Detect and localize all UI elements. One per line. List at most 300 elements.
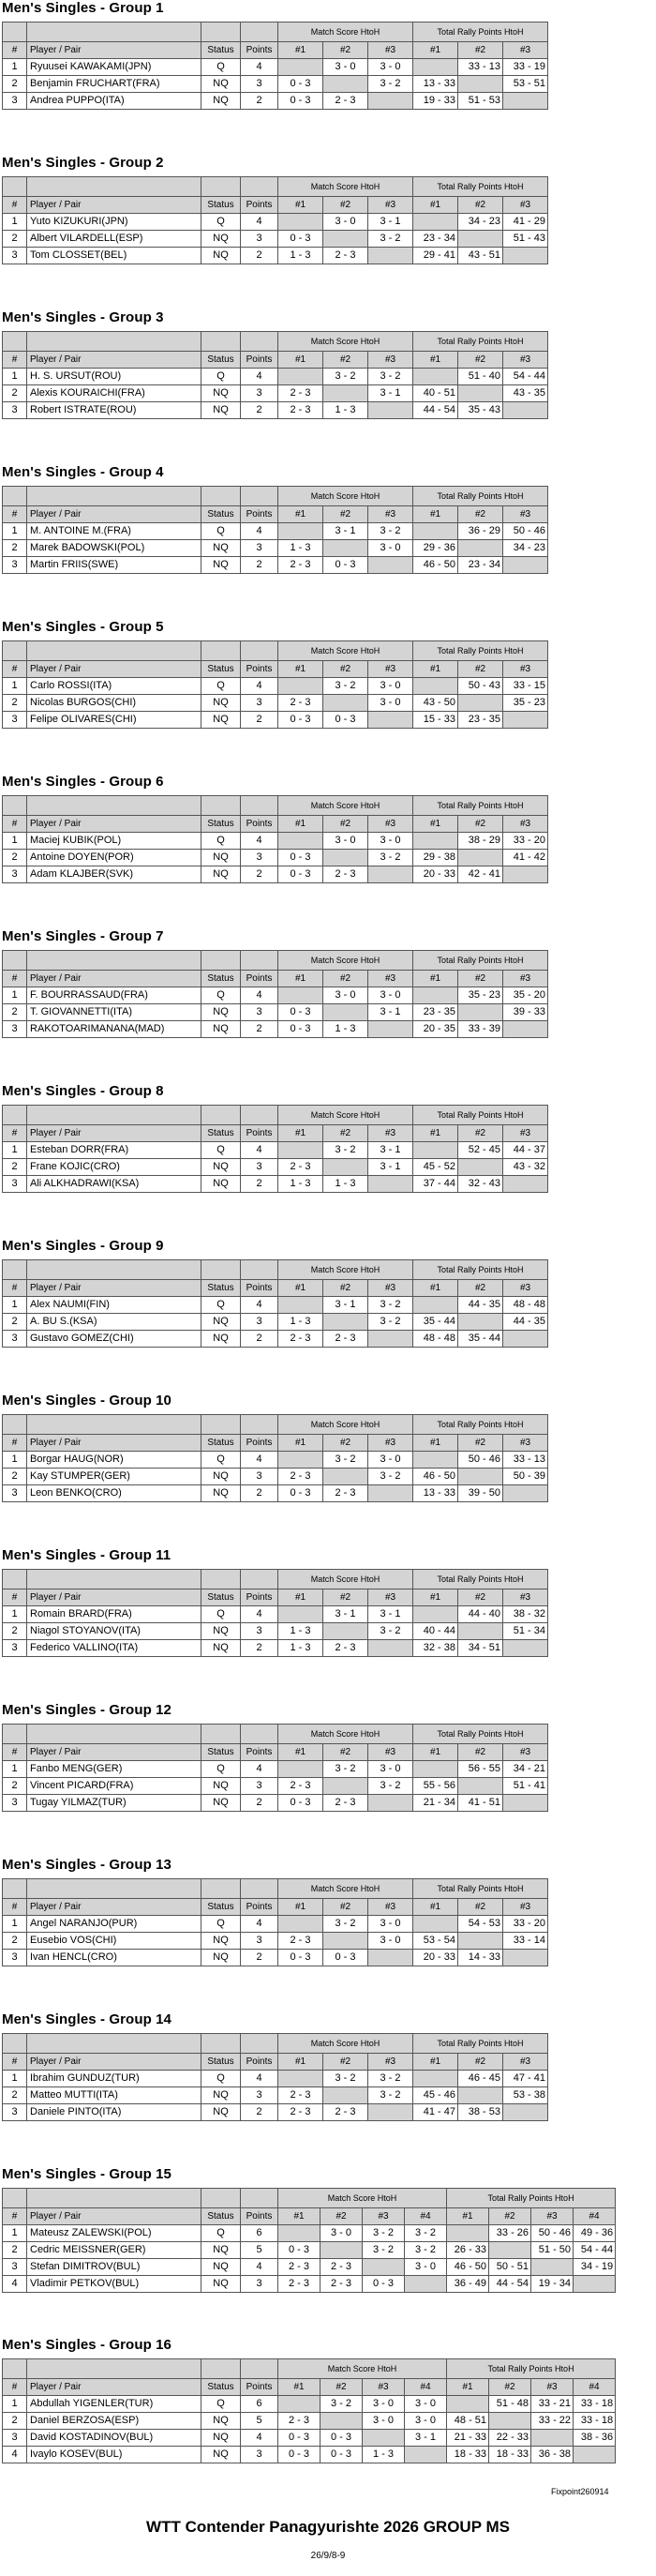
rally-points-cell: 45 - 52 [413, 1159, 458, 1176]
player-row [3, 695, 548, 712]
header-blank-cell [201, 487, 241, 506]
rank-cell: 3 [3, 1176, 27, 1193]
status-cell: NQ [201, 2430, 241, 2447]
rank-cell: 3 [3, 866, 27, 883]
self-match-cell [278, 2225, 321, 2242]
rally-points-cell: 32 - 43 [458, 1176, 503, 1193]
rally-points-cell: 33 - 22 [531, 2413, 574, 2430]
status-cell: Q [201, 2225, 241, 2242]
points-cell: 5 [241, 2242, 278, 2259]
header-blank-cell [241, 177, 278, 197]
status-cell: NQ [201, 1933, 241, 1950]
player-row [3, 1004, 548, 1021]
rally-points-cell: 21 - 34 [413, 1795, 458, 1812]
rally-points-cell: 23 - 35 [458, 712, 503, 729]
col-header-rank: # [3, 971, 27, 987]
status-cell: NQ [201, 76, 241, 93]
player-row [3, 1469, 548, 1485]
rank-cell: 3 [3, 557, 27, 574]
match-score-cell: 2 - 3 [278, 385, 323, 402]
self-match-cell [321, 2242, 363, 2259]
header-blank-cell [27, 1725, 201, 1744]
rally-points-cell: 48 - 48 [413, 1331, 458, 1348]
match-score-cell: 3 - 0 [363, 2396, 405, 2413]
points-cell: 2 [241, 248, 278, 264]
rank-cell: 3 [3, 1021, 27, 1038]
status-cell: NQ [201, 1623, 241, 1640]
group-table [2, 950, 548, 1038]
header-blank-cell [27, 1415, 201, 1435]
rally-points-cell: 46 - 45 [458, 2071, 503, 2087]
status-cell: NQ [201, 1176, 241, 1193]
match-score-header: Match Score HtoH [278, 332, 413, 352]
col-header-opponent: #3 [368, 1125, 413, 1142]
col-header-opponent: #2 [323, 1589, 368, 1606]
match-score-cell: 1 - 3 [278, 1314, 323, 1331]
rank-cell: 1 [3, 1297, 27, 1314]
self-match-cell [368, 1021, 413, 1038]
group-title: Men's Singles - Group 14 [2, 2011, 172, 2027]
rank-cell: 3 [3, 2430, 27, 2447]
col-header-opponent: #4 [405, 2379, 447, 2396]
rank-cell: 1 [3, 523, 27, 540]
player-row [3, 2413, 616, 2430]
rank-cell: 2 [3, 540, 27, 557]
self-rally-cell [413, 1606, 458, 1623]
col-header-rank: # [3, 352, 27, 369]
rank-cell: 2 [3, 2413, 27, 2430]
self-rally-cell [458, 385, 503, 402]
match-score-cell: 3 - 1 [405, 2430, 447, 2447]
col-header-player: Player / Pair [27, 42, 201, 59]
col-header-opponent: #3 [368, 42, 413, 59]
header-blank-cell [3, 1879, 27, 1899]
rally-points-cell: 48 - 51 [447, 2413, 489, 2430]
header-blank-cell [201, 951, 241, 971]
rank-cell: 1 [3, 1452, 27, 1469]
header-blank-cell [3, 2359, 27, 2379]
header-blank-cell [3, 796, 27, 816]
player-name: Daniele PINTO(ITA) [27, 2104, 201, 2121]
header-blank-cell [241, 2034, 278, 2054]
col-header-opponent: #2 [489, 2208, 531, 2225]
header-blank-cell [27, 1570, 201, 1589]
col-header-points: Points [241, 2054, 278, 2071]
match-score-cell: 2 - 3 [323, 1795, 368, 1812]
status-cell: NQ [201, 2104, 241, 2121]
col-header-points: Points [241, 197, 278, 214]
points-cell: 4 [241, 59, 278, 76]
match-score-cell: 3 - 2 [323, 1916, 368, 1933]
header-blank-cell [3, 2189, 27, 2208]
points-cell: 3 [241, 385, 278, 402]
player-row [3, 1640, 548, 1657]
col-header-opponent: #1 [413, 816, 458, 833]
rally-points-cell: 33 - 18 [574, 2396, 616, 2413]
points-cell: 3 [241, 1623, 278, 1640]
player-row [3, 1452, 548, 1469]
rally-points-header: Total Rally Points HtoH [413, 641, 548, 661]
match-score-header: Match Score HtoH [278, 487, 413, 506]
player-name: Ivan HENCL(CRO) [27, 1950, 201, 1966]
rally-points-cell: 26 - 33 [447, 2242, 489, 2259]
player-name: Ivaylo KOSEV(BUL) [27, 2447, 201, 2463]
rally-points-cell: 23 - 34 [458, 557, 503, 574]
rank-cell: 1 [3, 369, 27, 385]
points-cell: 6 [241, 2396, 278, 2413]
header-blank-cell [241, 1570, 278, 1589]
player-name: Esteban DORR(FRA) [27, 1142, 201, 1159]
player-row [3, 523, 548, 540]
header-blank-cell [201, 23, 241, 42]
col-header-opponent: #3 [368, 352, 413, 369]
self-match-cell [363, 2259, 405, 2276]
col-header-opponent: #2 [458, 42, 503, 59]
status-cell: Q [201, 1606, 241, 1623]
points-cell: 4 [241, 523, 278, 540]
points-cell: 2 [241, 1640, 278, 1657]
match-score-cell: 3 - 1 [323, 1297, 368, 1314]
match-score-cell: 0 - 3 [278, 2447, 321, 2463]
col-header-rank: # [3, 42, 27, 59]
col-header-player: Player / Pair [27, 197, 201, 214]
status-cell: NQ [201, 866, 241, 883]
self-match-cell [278, 214, 323, 231]
self-rally-cell [503, 712, 548, 729]
col-header-opponent: #1 [278, 197, 323, 214]
header-blank-cell [241, 1415, 278, 1435]
self-rally-cell [503, 402, 548, 419]
group-title: Men's Singles - Group 6 [2, 774, 164, 790]
rank-cell: 3 [3, 402, 27, 419]
col-header-opponent: #1 [278, 971, 323, 987]
rally-points-header: Total Rally Points HtoH [447, 2359, 616, 2379]
col-header-opponent: #3 [531, 2379, 574, 2396]
player-name: Vladimir PETKOV(BUL) [27, 2276, 201, 2293]
col-header-opponent: #1 [278, 816, 323, 833]
col-header-points: Points [241, 661, 278, 678]
rally-points-cell: 19 - 33 [413, 93, 458, 110]
rally-points-cell: 13 - 33 [413, 76, 458, 93]
col-header-opponent: #3 [531, 2208, 574, 2225]
match-score-header: Match Score HtoH [278, 2359, 447, 2379]
rank-cell: 1 [3, 1606, 27, 1623]
rally-points-cell: 41 - 42 [503, 850, 548, 866]
rally-points-cell: 47 - 41 [503, 2071, 548, 2087]
col-header-opponent: #3 [503, 1435, 548, 1452]
player-row [3, 1021, 548, 1038]
header-blank-cell [3, 2034, 27, 2054]
col-header-points: Points [241, 2379, 278, 2396]
col-header-opponent: #3 [368, 1589, 413, 1606]
group-table [2, 1569, 548, 1657]
rally-points-cell: 51 - 41 [503, 1778, 548, 1795]
points-cell: 2 [241, 1331, 278, 1348]
self-rally-cell [413, 214, 458, 231]
self-rally-cell [458, 1004, 503, 1021]
self-match-cell [368, 557, 413, 574]
rally-points-cell: 35 - 23 [458, 987, 503, 1004]
col-header-opponent: #2 [323, 197, 368, 214]
points-cell: 3 [241, 850, 278, 866]
self-rally-cell [503, 93, 548, 110]
header-blank-cell [201, 2034, 241, 2054]
self-rally-cell [503, 1795, 548, 1812]
points-cell: 3 [241, 1933, 278, 1950]
rank-cell: 2 [3, 1778, 27, 1795]
col-header-opponent: #4 [574, 2379, 616, 2396]
header-blank-cell [3, 1260, 27, 1280]
rally-points-header: Total Rally Points HtoH [413, 2034, 548, 2054]
match-score-cell: 0 - 3 [278, 712, 323, 729]
status-cell: NQ [201, 1950, 241, 1966]
group-title: Men's Singles - Group 5 [2, 619, 164, 635]
player-row [3, 2447, 616, 2463]
rally-points-cell: 21 - 33 [447, 2430, 489, 2447]
match-score-header: Match Score HtoH [278, 1415, 413, 1435]
self-rally-cell [413, 1761, 458, 1778]
header-blank-cell [241, 23, 278, 42]
col-header-opponent: #2 [321, 2208, 363, 2225]
rank-cell: 1 [3, 2071, 27, 2087]
col-header-rank: # [3, 1744, 27, 1761]
self-match-cell [323, 1623, 368, 1640]
points-cell: 2 [241, 402, 278, 419]
player-row [3, 214, 548, 231]
rally-points-cell: 34 - 23 [503, 540, 548, 557]
header-blank-cell [3, 487, 27, 506]
player-row [3, 678, 548, 695]
rally-points-cell: 38 - 29 [458, 833, 503, 850]
player-row [3, 1623, 548, 1640]
header-blank-cell [241, 1260, 278, 1280]
col-header-opponent: #1 [413, 1125, 458, 1142]
rank-cell: 1 [3, 1761, 27, 1778]
rally-points-cell: 55 - 56 [413, 1778, 458, 1795]
col-header-player: Player / Pair [27, 816, 201, 833]
rank-cell: 3 [3, 93, 27, 110]
self-rally-cell [503, 248, 548, 264]
col-header-player: Player / Pair [27, 2208, 201, 2225]
col-header-opponent: #2 [323, 1744, 368, 1761]
rank-cell: 1 [3, 833, 27, 850]
match-score-cell: 3 - 0 [368, 59, 413, 76]
status-cell: NQ [201, 1778, 241, 1795]
header-blank-cell [27, 2189, 201, 2208]
col-header-player: Player / Pair [27, 661, 201, 678]
self-rally-cell [574, 2276, 616, 2293]
header-blank-cell [201, 641, 241, 661]
col-header-opponent: #1 [413, 2054, 458, 2071]
match-score-cell: 3 - 2 [368, 369, 413, 385]
header-blank-cell [201, 796, 241, 816]
rally-points-cell: 15 - 33 [413, 712, 458, 729]
rally-points-cell: 41 - 47 [413, 2104, 458, 2121]
match-score-cell: 0 - 3 [278, 2242, 321, 2259]
rally-points-cell: 33 - 39 [458, 1021, 503, 1038]
rally-points-cell: 44 - 35 [503, 1314, 548, 1331]
self-match-cell [368, 248, 413, 264]
rally-points-header: Total Rally Points HtoH [413, 487, 548, 506]
status-cell: Q [201, 59, 241, 76]
points-cell: 4 [241, 833, 278, 850]
col-header-player: Player / Pair [27, 1589, 201, 1606]
rank-cell: 1 [3, 678, 27, 695]
match-score-cell: 3 - 1 [368, 1159, 413, 1176]
player-row [3, 1950, 548, 1966]
col-header-player: Player / Pair [27, 1125, 201, 1142]
match-score-cell: 2 - 3 [323, 866, 368, 883]
col-header-opponent: #2 [458, 1280, 503, 1297]
col-header-opponent: #3 [368, 971, 413, 987]
match-score-header: Match Score HtoH [278, 1260, 413, 1280]
col-header-rank: # [3, 506, 27, 523]
col-header-opponent: #1 [278, 2379, 321, 2396]
rank-cell: 3 [3, 2259, 27, 2276]
rank-cell: 3 [3, 1950, 27, 1966]
match-score-cell: 0 - 3 [321, 2430, 363, 2447]
rank-cell: 2 [3, 1469, 27, 1485]
self-match-cell [278, 369, 323, 385]
col-header-player: Player / Pair [27, 506, 201, 523]
col-header-opponent: #1 [278, 2208, 321, 2225]
rally-points-cell: 36 - 49 [447, 2276, 489, 2293]
match-score-cell: 1 - 3 [278, 1640, 323, 1657]
col-header-player: Player / Pair [27, 2379, 201, 2396]
col-header-opponent: #3 [503, 1744, 548, 1761]
match-score-cell: 1 - 3 [278, 540, 323, 557]
player-row [3, 2071, 548, 2087]
status-cell: Q [201, 987, 241, 1004]
col-header-opponent: #2 [323, 1435, 368, 1452]
status-cell: NQ [201, 1314, 241, 1331]
rank-cell: 2 [3, 385, 27, 402]
match-score-cell: 2 - 3 [278, 1933, 323, 1950]
points-cell: 4 [241, 1452, 278, 1469]
self-rally-cell [531, 2430, 574, 2447]
rally-points-cell: 44 - 35 [458, 1297, 503, 1314]
rally-points-header: Total Rally Points HtoH [413, 1570, 548, 1589]
col-header-opponent: #2 [458, 1435, 503, 1452]
rally-points-cell: 54 - 44 [574, 2242, 616, 2259]
points-cell: 3 [241, 231, 278, 248]
col-header-opponent: #3 [503, 971, 548, 987]
rally-points-cell: 33 - 18 [574, 2413, 616, 2430]
match-score-cell: 0 - 3 [323, 1950, 368, 1966]
points-cell: 4 [241, 2430, 278, 2447]
self-rally-cell [503, 1176, 548, 1193]
rally-points-cell: 35 - 44 [458, 1331, 503, 1348]
col-header-opponent: #2 [323, 1125, 368, 1142]
self-rally-cell [503, 1640, 548, 1657]
rank-cell: 4 [3, 2276, 27, 2293]
self-rally-cell [458, 1314, 503, 1331]
points-cell: 2 [241, 712, 278, 729]
match-score-cell: 0 - 3 [363, 2276, 405, 2293]
status-cell: NQ [201, 1021, 241, 1038]
player-name: H. S. URSUT(ROU) [27, 369, 201, 385]
player-name: Niagol STOYANOV(ITA) [27, 1623, 201, 1640]
self-match-cell [323, 1004, 368, 1021]
player-row [3, 2396, 616, 2413]
match-score-cell: 2 - 3 [278, 695, 323, 712]
group-table [2, 1878, 548, 1966]
event-date: 26/9/8-9 [310, 2551, 346, 2561]
self-rally-cell [458, 695, 503, 712]
col-header-opponent: #2 [323, 506, 368, 523]
match-score-cell: 2 - 3 [278, 1331, 323, 1348]
match-score-cell: 3 - 2 [323, 678, 368, 695]
group-title: Men's Singles - Group 7 [2, 928, 164, 944]
rank-cell: 1 [3, 987, 27, 1004]
points-cell: 3 [241, 1469, 278, 1485]
status-cell: NQ [201, 2087, 241, 2104]
rally-points-cell: 46 - 50 [447, 2259, 489, 2276]
self-match-cell [278, 59, 323, 76]
col-header-status: Status [201, 2208, 241, 2225]
match-score-header: Match Score HtoH [278, 1570, 413, 1589]
match-score-cell: 3 - 2 [368, 1623, 413, 1640]
rally-points-header: Total Rally Points HtoH [413, 23, 548, 42]
col-header-opponent: #3 [503, 506, 548, 523]
player-row [3, 231, 548, 248]
player-row [3, 59, 548, 76]
header-blank-cell [241, 2189, 278, 2208]
col-header-opponent: #1 [413, 1899, 458, 1916]
col-header-rank: # [3, 1280, 27, 1297]
header-blank-cell [27, 23, 201, 42]
match-score-cell: 2 - 3 [321, 2276, 363, 2293]
player-row [3, 866, 548, 883]
col-header-opponent: #3 [368, 2054, 413, 2071]
self-match-cell [323, 850, 368, 866]
rally-points-cell: 50 - 46 [531, 2225, 574, 2242]
player-name: Martin FRIIS(SWE) [27, 557, 201, 574]
match-score-cell: 2 - 3 [278, 2104, 323, 2121]
header-blank-cell [27, 641, 201, 661]
group-title: Men's Singles - Group 3 [2, 309, 164, 325]
points-cell: 2 [241, 1485, 278, 1502]
points-cell: 4 [241, 2259, 278, 2276]
rally-points-cell: 44 - 37 [503, 1142, 548, 1159]
status-cell: NQ [201, 850, 241, 866]
col-header-status: Status [201, 2379, 241, 2396]
match-score-cell: 0 - 3 [278, 2430, 321, 2447]
rally-points-cell: 13 - 33 [413, 1485, 458, 1502]
match-score-cell: 3 - 0 [363, 2413, 405, 2430]
col-header-opponent: #2 [458, 661, 503, 678]
rally-points-cell: 46 - 50 [413, 557, 458, 574]
col-header-points: Points [241, 1435, 278, 1452]
rally-points-cell: 50 - 46 [503, 523, 548, 540]
points-cell: 4 [241, 1142, 278, 1159]
rally-points-cell: 33 - 20 [503, 833, 548, 850]
match-score-cell: 2 - 3 [323, 1485, 368, 1502]
rally-points-header: Total Rally Points HtoH [413, 332, 548, 352]
header-blank-cell [27, 1879, 201, 1899]
match-score-cell: 1 - 3 [278, 1623, 323, 1640]
rally-points-cell: 29 - 41 [413, 248, 458, 264]
player-name: Andrea PUPPO(ITA) [27, 93, 201, 110]
col-header-opponent: #3 [363, 2208, 405, 2225]
col-header-opponent: #3 [503, 661, 548, 678]
col-header-player: Player / Pair [27, 352, 201, 369]
col-header-opponent: #1 [413, 42, 458, 59]
col-header-points: Points [241, 971, 278, 987]
match-score-header: Match Score HtoH [278, 1879, 413, 1899]
player-name: Mateusz ZALEWSKI(POL) [27, 2225, 201, 2242]
match-score-cell: 2 - 3 [323, 1331, 368, 1348]
